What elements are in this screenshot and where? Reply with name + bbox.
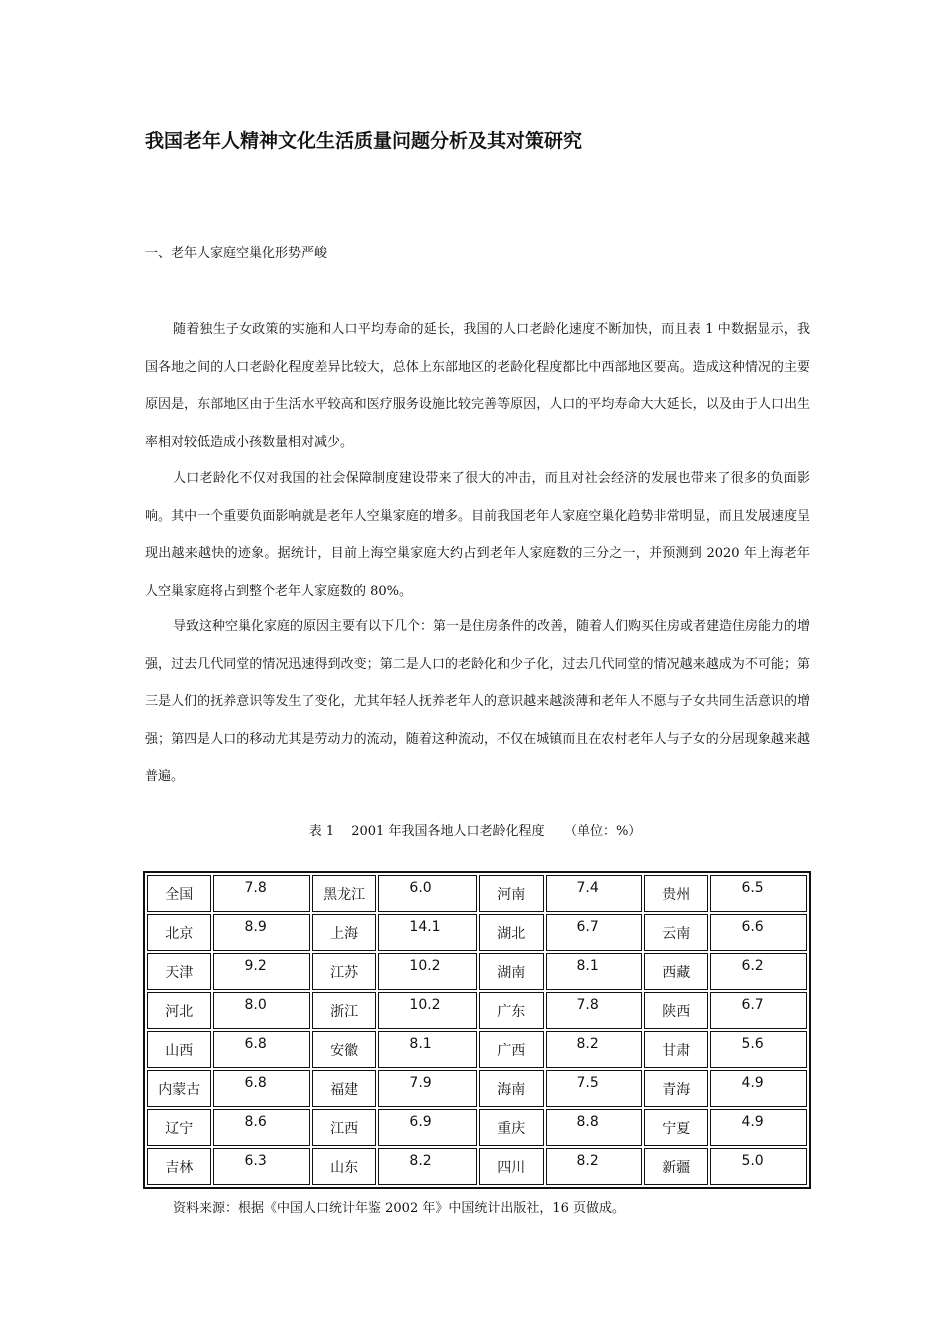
table-row (147, 953, 807, 990)
value-cell: 6.2 (710, 953, 807, 990)
value-cell: 4.9 (710, 1109, 807, 1146)
value-cell: 8.8 (546, 1109, 642, 1146)
value-cell: 9.2 (213, 953, 309, 990)
table-row (147, 1031, 807, 1068)
value-cell: 5.0 (710, 1148, 807, 1185)
value-cell: 7.5 (546, 1070, 642, 1107)
region-cell: 云南 (644, 914, 708, 951)
value-cell: 8.1 (378, 1031, 477, 1068)
region-cell: 西藏 (644, 953, 708, 990)
aging-rate-table (143, 871, 811, 1189)
value-cell: 7.8 (213, 875, 309, 912)
region-cell: 青海 (644, 1070, 708, 1107)
region-cell: 黑龙江 (312, 875, 376, 912)
region-cell: 河南 (479, 875, 543, 912)
value-cell: 7.9 (378, 1070, 477, 1107)
value-cell: 8.2 (546, 1031, 642, 1068)
region-cell: 湖北 (479, 914, 543, 951)
paragraph: 随着独生子女政策的实施和人口平均寿命的延长，我国的人口老龄化速度不断加快，而且表 1 中数据显示，我国各地之间的人口老龄化程度差异比较大，总体上东部地区的老龄化程度都比中西部地区要高。造成这种情况的主要原因是，东部地区由于生活水平较高和医疗服务设施比较完善等原因，人口的平均寿命大大延长，以及由于人口出生率相对较低造成小孩数量相对减少。 (145, 322, 810, 450)
region-cell: 江西 (312, 1109, 376, 1146)
region-cell: 福建 (312, 1070, 376, 1107)
region-cell: 贵州 (644, 875, 708, 912)
value-cell: 10.2 (378, 953, 477, 990)
region-cell: 海南 (479, 1070, 543, 1107)
value-cell: 6.6 (710, 914, 807, 951)
region-cell: 甘肃 (644, 1031, 708, 1068)
region-cell: 江苏 (312, 953, 376, 990)
value-cell: 14.1 (378, 914, 477, 951)
table-body (147, 875, 807, 1185)
value-cell: 6.0 (378, 875, 477, 912)
document-title: 我国老年人精神文化生活质量问题分析及其对策研究 (145, 130, 583, 152)
region-cell: 北京 (147, 914, 211, 951)
region-cell: 浙江 (312, 992, 376, 1029)
table-caption: 表 1 2001 年我国各地人口老龄化程度 （单位：%） (308, 824, 642, 839)
value-cell: 5.6 (710, 1031, 807, 1068)
value-cell: 6.7 (546, 914, 642, 951)
value-cell: 6.3 (213, 1148, 309, 1185)
region-cell: 四川 (479, 1148, 543, 1185)
region-cell: 广西 (479, 1031, 543, 1068)
value-cell: 8.1 (546, 953, 642, 990)
value-cell: 8.9 (213, 914, 309, 951)
region-cell: 宁夏 (644, 1109, 708, 1146)
table-row (147, 1070, 807, 1107)
value-cell: 6.7 (710, 992, 807, 1029)
region-cell: 山西 (147, 1031, 211, 1068)
value-cell: 7.8 (546, 992, 642, 1029)
table-row (147, 914, 807, 951)
region-cell: 新疆 (644, 1148, 708, 1185)
region-cell: 内蒙古 (147, 1070, 211, 1107)
region-cell: 重庆 (479, 1109, 543, 1146)
value-cell: 6.9 (378, 1109, 477, 1146)
section-heading: 一、老年人家庭空巢化形势严峻 (145, 246, 328, 261)
region-cell: 全国 (147, 875, 211, 912)
source-note: 资料来源：根据《中国人口统计年鉴 2002 年》中国统计出版社，16 页做成。 (173, 1201, 626, 1216)
value-cell: 8.0 (213, 992, 309, 1029)
value-cell: 6.8 (213, 1031, 309, 1068)
table-row (147, 1109, 807, 1146)
region-cell: 陕西 (644, 992, 708, 1029)
table-row (147, 875, 807, 912)
value-cell: 4.9 (710, 1070, 807, 1107)
table-row (147, 992, 807, 1029)
value-cell: 10.2 (378, 992, 477, 1029)
region-cell: 安徽 (312, 1031, 376, 1068)
region-cell: 湖南 (479, 953, 543, 990)
region-cell: 天津 (147, 953, 211, 990)
region-cell: 吉林 (147, 1148, 211, 1185)
value-cell: 8.6 (213, 1109, 309, 1146)
value-cell: 8.2 (378, 1148, 477, 1185)
region-cell: 上海 (312, 914, 376, 951)
table-row (147, 1148, 807, 1185)
value-cell: 8.2 (546, 1148, 642, 1185)
value-cell: 7.4 (546, 875, 642, 912)
paragraph: 人口老龄化不仅对我国的社会保障制度建设带来了很大的冲击，而且对社会经济的发展也带来了很多的负面影响。其中一个重要负面影响就是老年人空巢家庭的增多。目前我国老年人家庭空巢化趋势非常明显，而且发展速度呈现出越来越快的迹象。据统计，目前上海空巢家庭大约占到老年人家庭数的三分之一，并预测到 2020 年上海老年人空巢家庭将占到整个老年人家庭数的 80%。 (145, 471, 810, 599)
value-cell: 6.8 (213, 1070, 309, 1107)
paragraph: 导致这种空巢化家庭的原因主要有以下几个：第一是住房条件的改善，随着人们购买住房或者建造住房能力的增强，过去几代同堂的情况迅速得到改变；第二是人口的老龄化和少子化，过去几代同堂的情况越来越成为不可能；第三是人们的抚养意识等发生了变化，尤其年轻人抚养老年人的意识越来越淡薄和老年人不愿与子女共同生活意识的增强；第四是人口的移动尤其是劳动力的流动，随着这种流动，不仅在城镇而且在农村老年人与子女的分居现象越来越普遍。 (145, 619, 811, 784)
region-cell: 河北 (147, 992, 211, 1029)
region-cell: 辽宁 (147, 1109, 211, 1146)
value-cell: 6.5 (710, 875, 807, 912)
region-cell: 广东 (479, 992, 543, 1029)
region-cell: 山东 (312, 1148, 376, 1185)
